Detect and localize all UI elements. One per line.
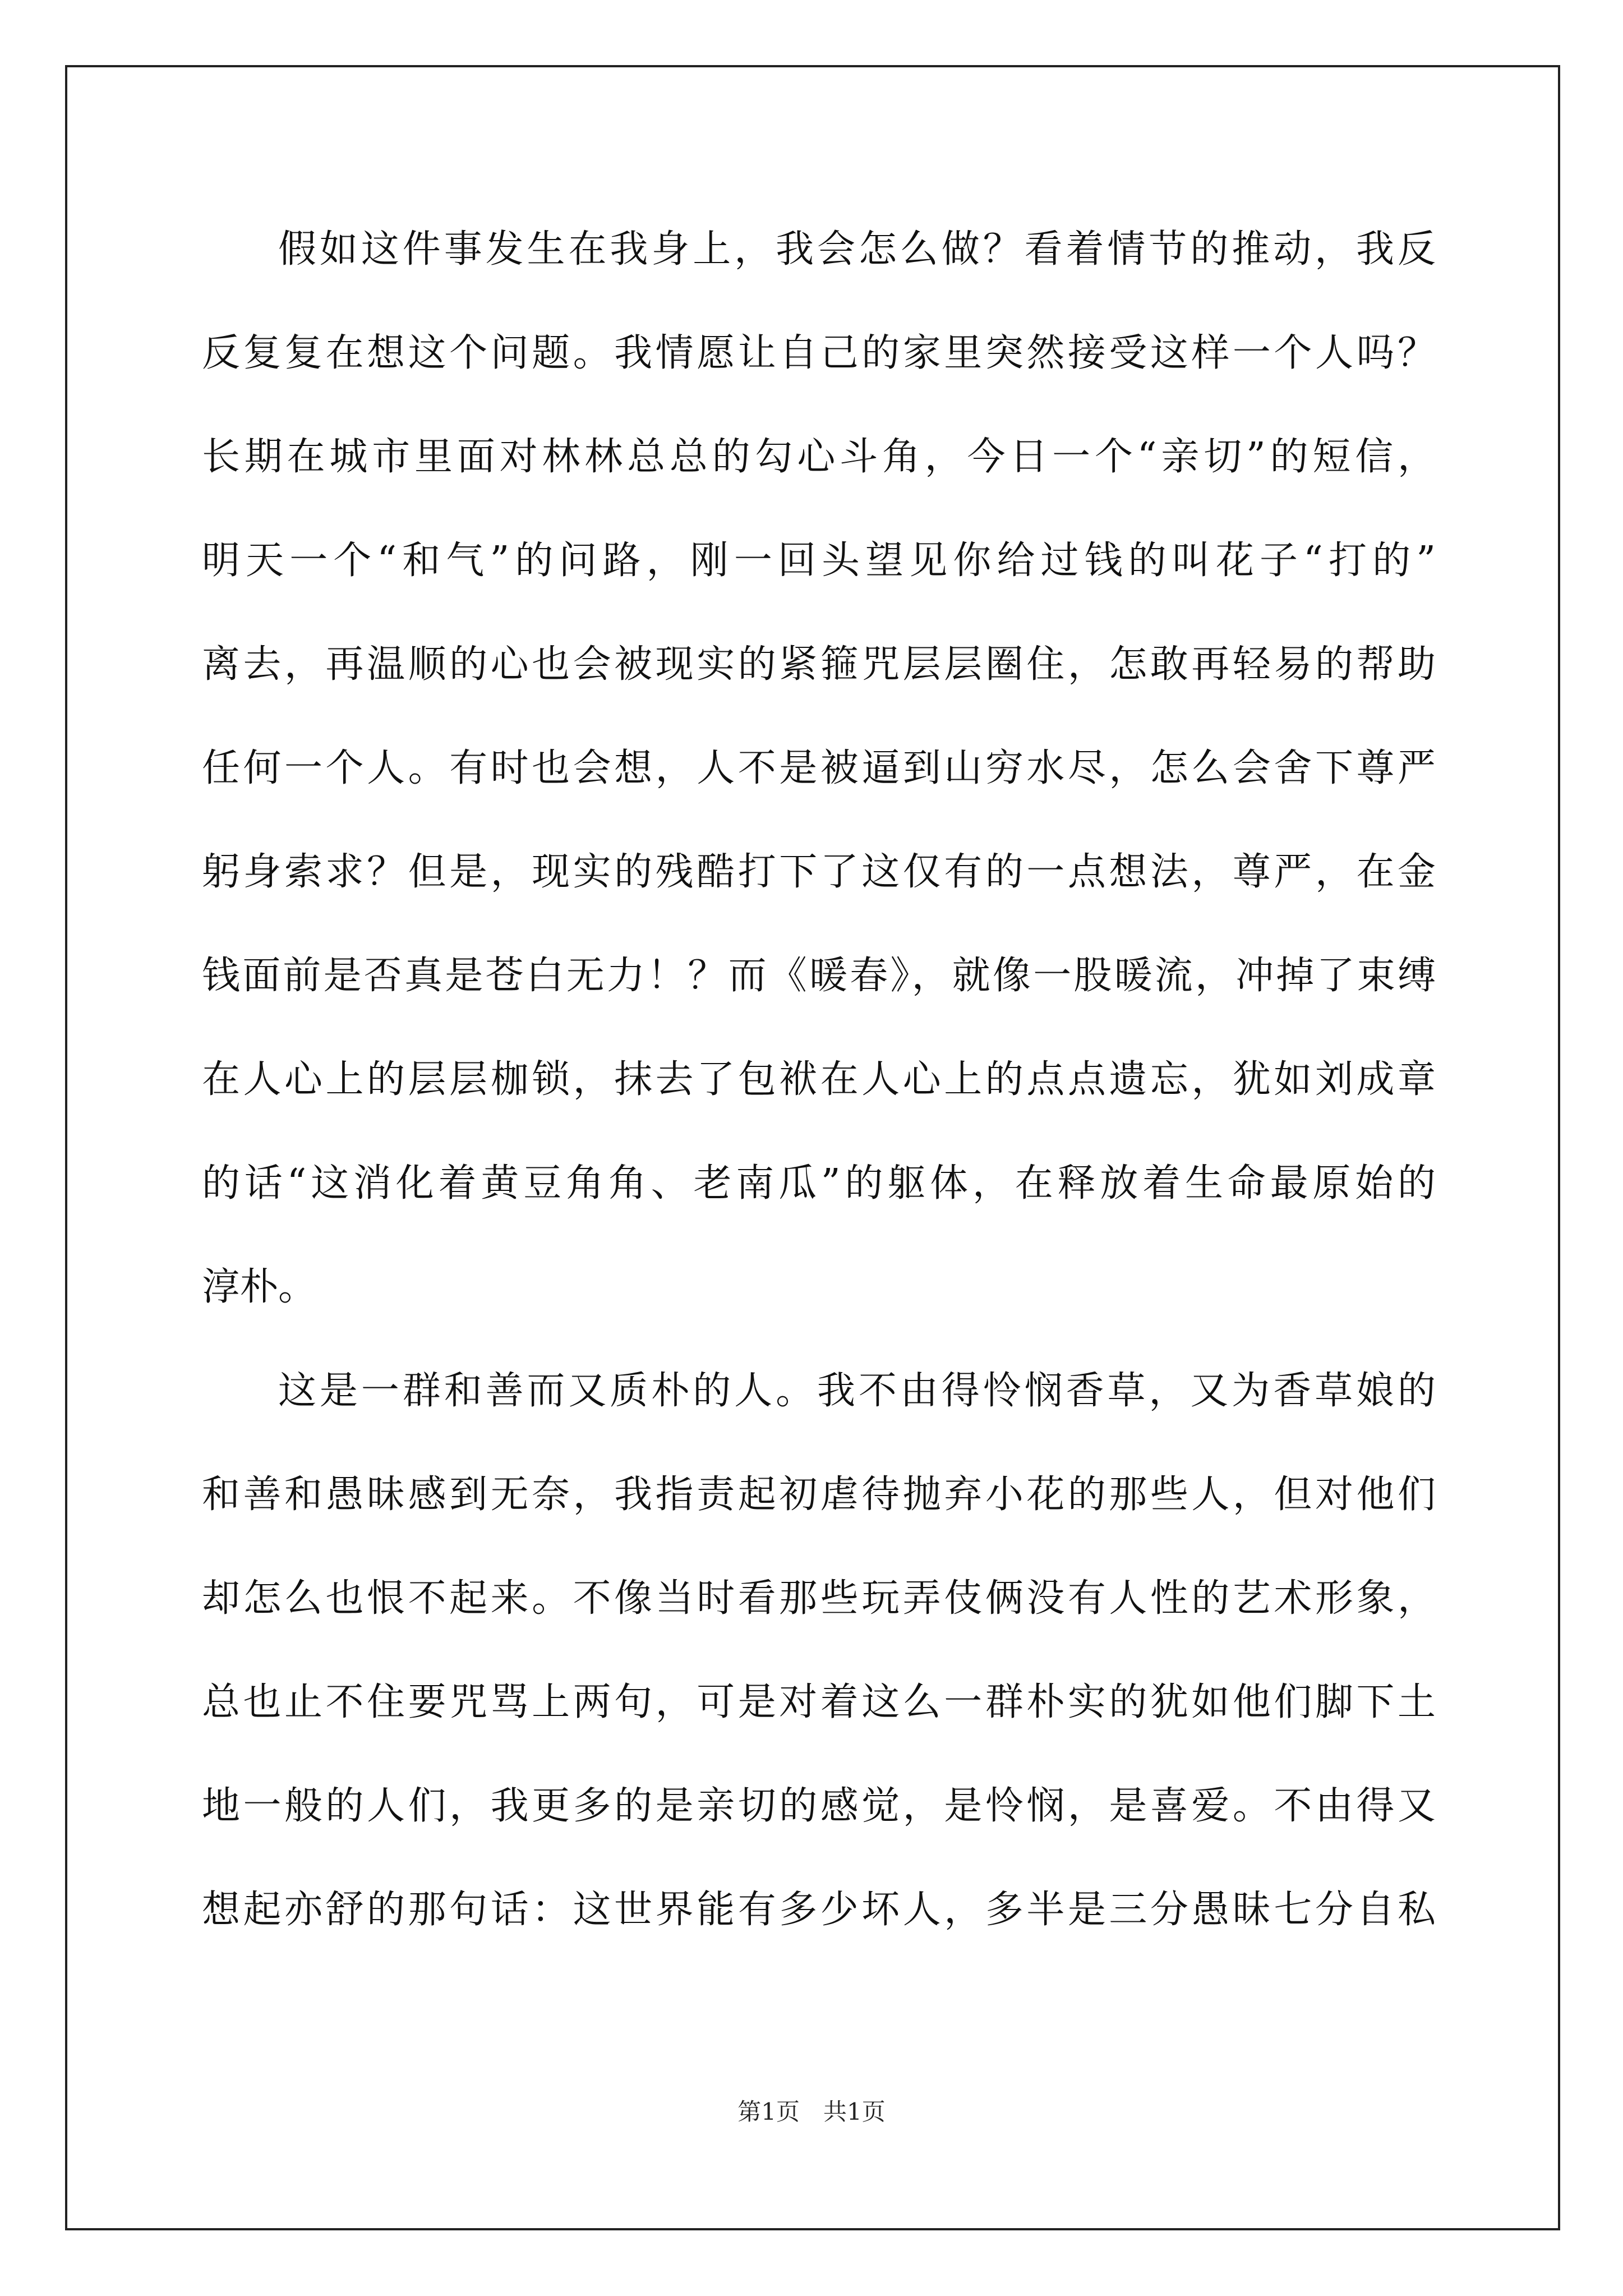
paragraph-1-line-5: 离去，再温顺的心也会被现实的紧箍咒层层圈住，怎敢再轻易的帮助 [202,642,1436,687]
paragraph-1-line-3: 长期在城市里面对林林总总的勾心斗角，今日一个“亲切”的短信， [202,435,1436,479]
paragraph-1-line-6: 任何一个人。有时也会想，人不是被逼到山穷水尽，怎么会舍下尊严 [202,746,1436,790]
paragraph-1-line-11: 淳朴。 [202,1265,317,1309]
paragraph-1-line-2: 反复复在想这个问题。我情愿让自己的家里突然接受这样一个人吗？ [202,331,1436,375]
paragraph-1-line-8: 钱面前是否真是苍白无力！？而《暖春》，就像一股暖流，冲掉了束缚 [202,954,1436,998]
page-footer: 第1页 共1页 [737,2098,886,2125]
paragraph-2-line-1: 这是一群和善而又质朴的人。我不由得怜悯香草，又为香草娘的 [278,1369,1436,1413]
paragraph-2-line-5: 地一般的人们，我更多的是亲切的感觉，是怜悯，是喜爱。不由得又 [202,1784,1436,1828]
paragraph-1-line-4: 明天一个“和气”的问路，刚一回头望见你给过钱的叫花子“打的” [202,539,1436,583]
paragraph-1-line-7: 躬身索求？但是，现实的残酷打下了这仅有的一点想法，尊严，在金 [202,850,1436,894]
paragraph-1-line-1: 假如这件事发生在我身上，我会怎么做？看着情节的推动，我反 [278,227,1436,272]
paragraph-2-line-4: 总也止不住要咒骂上两句，可是对着这么一群朴实的犹如他们脚下土 [202,1680,1436,1724]
paragraph-1-line-9: 在人心上的层层枷锁，抹去了包袱在人心上的点点遗忘，犹如刘成章 [202,1057,1436,1102]
paragraph-2-line-2: 和善和愚昧感到无奈，我指责起初虐待抛弃小花的那些人，但对他们 [202,1473,1436,1517]
paragraph-1-line-10: 的话“这消化着黄豆角角、老南瓜”的躯体，在释放着生命最原始的 [202,1161,1436,1205]
paragraph-2-line-3: 却怎么也恨不起来。不像当时看那些玩弄伎俩没有人性的艺术形象， [202,1576,1436,1621]
paragraph-2-line-6: 想起亦舒的那句话：这世界能有多少坏人，多半是三分愚昧七分自私 [202,1888,1436,1932]
document-body [202,222,1436,1986]
